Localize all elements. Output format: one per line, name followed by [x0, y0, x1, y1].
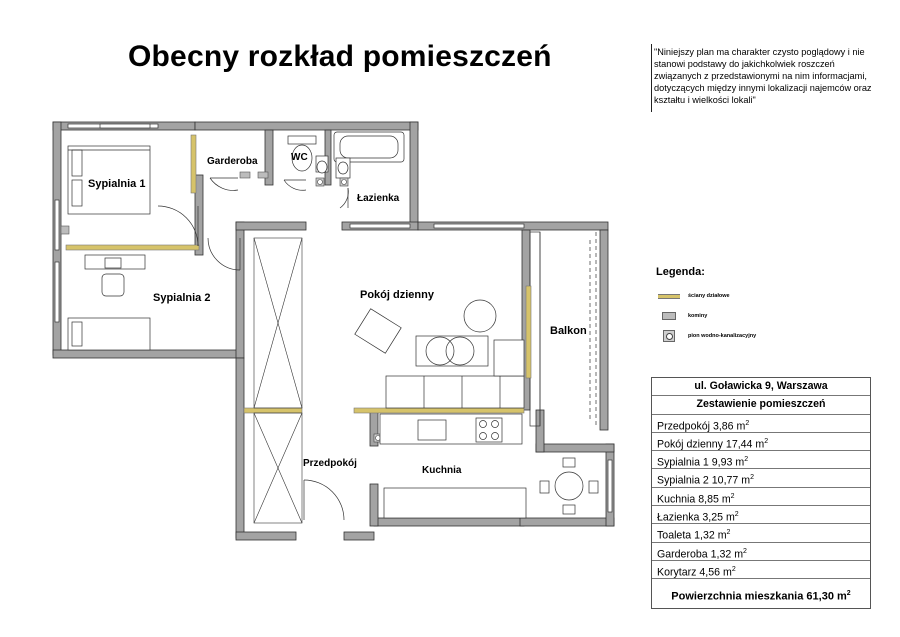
disclaimer-text: "Niniejszy plan ma charakter czysto poglądowy i nie stanowi podstawy do jakichkolwiek roszczeń związanych z przedstawionymi na nim informacjami, dotyczących między innymi lokalizacji najemców oraz kształtu i wielkości lokali" — [654, 47, 872, 105]
legend-label: ściany działowe — [688, 293, 730, 299]
summary-row — [652, 543, 870, 561]
total-area-power: 2 — [846, 590, 851, 598]
summary-row-unit: m — [722, 566, 732, 579]
legend-item-chimney — [656, 306, 806, 326]
summary-row — [652, 561, 870, 579]
summary-row-name: Sypialnia 2 — [657, 475, 709, 488]
summary-row-area: 17,44 — [725, 438, 753, 451]
room-label-lazienka: Łazienka — [357, 193, 400, 204]
summary-row-unit-power: 2 — [745, 419, 750, 427]
summary-row — [652, 506, 870, 524]
room-label-sypialnia-1: Sypialnia 1 — [88, 178, 146, 190]
address: ul. Goławicka 9, Warszawa — [652, 378, 870, 396]
summary-row-unit: m — [735, 456, 745, 469]
summary-header: Zestawienie pomieszczeń — [652, 396, 870, 414]
summary-row-area: 10,77 — [711, 475, 739, 488]
summary-row-area: 3,86 — [712, 420, 734, 433]
wall-swatch — [658, 294, 680, 299]
summary-row-area: 8,85 — [698, 493, 719, 506]
summary-row-area: 1,32 — [694, 529, 715, 542]
summary-row-name: Sypialnia 1 — [657, 456, 712, 469]
summary-row — [652, 469, 870, 487]
living-room-furniture — [355, 300, 524, 408]
water-drain-icon — [663, 330, 675, 342]
room-summary-table — [651, 377, 871, 609]
summary-row-unit: m — [734, 548, 744, 561]
summary-row-unit: m — [736, 420, 746, 433]
room-label-balkon: Balkon — [550, 325, 587, 337]
summary-rows — [652, 415, 870, 580]
room-label-kuchnia: Kuchnia — [422, 465, 462, 476]
summary-row — [652, 524, 870, 542]
summary-row-unit: m — [741, 475, 751, 488]
summary-row-unit-power: 2 — [744, 456, 749, 464]
desk-bedroom-2 — [68, 255, 150, 350]
summary-row-unit-power: 2 — [750, 474, 754, 482]
room-label-sypialnia-2: Sypialnia 2 — [153, 292, 211, 304]
summary-row-name: Kuchnia — [657, 493, 696, 506]
summary-row — [652, 451, 870, 469]
room-label-wc: WC — [291, 152, 308, 163]
summary-row-area: 1,32 — [710, 548, 732, 561]
summary-row-name: Toaleta — [657, 529, 692, 542]
summary-row-name: Przedpokój — [657, 420, 710, 433]
legend-label: kominy — [688, 313, 708, 319]
chimney-icon — [662, 312, 676, 320]
total-area — [652, 579, 870, 608]
kitchen-fixtures — [380, 414, 598, 518]
summary-row-unit: m — [717, 529, 727, 542]
summary-row-area: 4,56 — [699, 566, 721, 579]
room-label-przedpokoj: Przedpokój — [303, 458, 357, 469]
summary-row — [652, 433, 870, 451]
total-area-text: Powierzchnia mieszkania 61,30 m — [671, 590, 847, 603]
legend-title: Legenda: — [656, 266, 705, 278]
legend-label: pion wodno-kanalizacyjny — [688, 333, 757, 339]
wardrobe — [254, 238, 302, 523]
room-label-garderoba: Garderoba — [207, 156, 258, 167]
summary-row-unit: m — [721, 493, 731, 506]
summary-row-name: Łazienka — [657, 511, 700, 524]
summary-row-area: 3,25 — [702, 511, 723, 524]
legend-item-water — [656, 326, 806, 346]
legend — [656, 266, 806, 346]
summary-row-name: Pokój dzienny — [657, 438, 723, 451]
summary-row-unit-power: 2 — [734, 511, 739, 519]
summary-row-unit: m — [725, 511, 735, 524]
summary-row-unit-power: 2 — [731, 565, 736, 573]
summary-row — [652, 415, 870, 433]
summary-row-unit-power: 2 — [730, 492, 735, 500]
summary-row-unit: m — [755, 438, 765, 451]
summary-row-name: Korytarz — [657, 566, 697, 579]
summary-row-area: 9,93 — [711, 456, 733, 469]
summary-row — [652, 488, 870, 506]
summary-row-name: Garderoba — [657, 548, 708, 561]
summary-row-unit-power: 2 — [743, 547, 747, 555]
legend-item-partition — [656, 286, 806, 306]
room-label-pokoj-dzienny: Pokój dzienny — [360, 289, 434, 301]
summary-row-unit-power: 2 — [764, 437, 769, 445]
page-title: Obecny rozkład pomieszczeń — [128, 40, 552, 73]
summary-row-unit-power: 2 — [726, 529, 731, 537]
